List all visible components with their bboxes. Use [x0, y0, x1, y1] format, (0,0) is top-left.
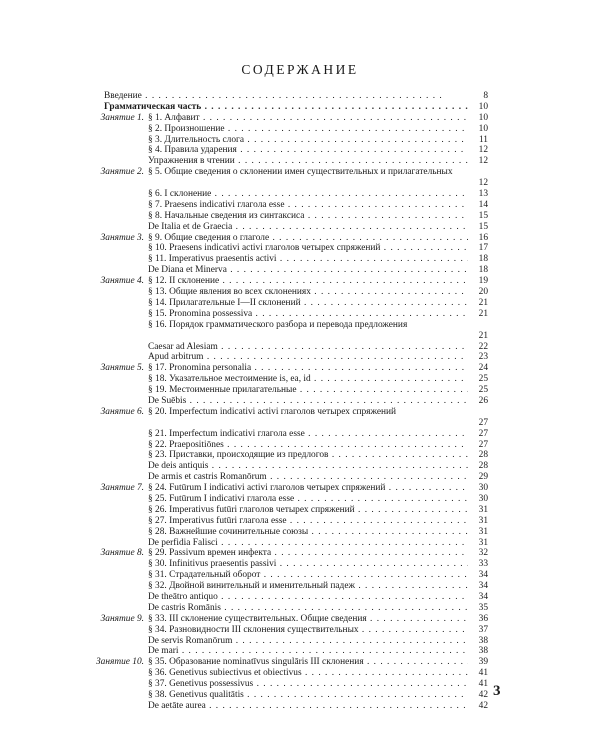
lesson-label: Занятие 3. [100, 232, 144, 243]
toc-entry [96, 679, 488, 690]
toc-entry-page: 38 [478, 635, 488, 646]
toc-entry-title: § 25. Futūrum I indicativi глагола esse . . [148, 494, 468, 505]
toc-entry-page: 30 [478, 493, 488, 504]
toc-entry-page: 31 [478, 515, 488, 526]
toc-entry [96, 450, 488, 461]
toc-entry-title: § 26. Imperativus futūri глаголов четырех спряжений . . [148, 505, 468, 516]
toc-entry-title: § 35. Образование nominatīvus singulāris III склонения . . [148, 657, 468, 668]
toc-entry-page: 21 [478, 297, 488, 308]
toc-entry-title: De aetāte aurea . . [148, 701, 468, 712]
toc-entry-page: 28 [478, 450, 488, 461]
toc-entry-title: § 8. Начальные сведения из синтаксиса . . [148, 211, 468, 222]
toc-entry-page: 27 [478, 439, 488, 450]
toc-entry-title: § 11. Imperativus praesentis activi . . [148, 254, 468, 265]
toc-entry-title: § 29. Passivum времен инфекта . . [148, 548, 468, 559]
toc-entry [96, 276, 488, 287]
toc-entry [96, 538, 488, 549]
toc-entry-page: 31 [478, 537, 488, 548]
toc-entry-page: 11 [478, 134, 488, 145]
toc-entry-title: § 7. Praesens indicativi глагола esse . . [148, 200, 468, 211]
toc-entry [96, 581, 488, 592]
toc-entry-page: 19 [478, 276, 488, 287]
toc-entry [96, 614, 488, 625]
toc-entry-title: § 18. Указательное местоимение is, ea, id . . [148, 374, 468, 385]
toc-entry-page: 24 [478, 363, 488, 374]
toc-entry-title: De armis et castris Romanōrum . . [148, 472, 468, 483]
toc-entry-title: § 38. Genetivus qualitātis . . [148, 690, 468, 701]
toc-entry-title: De Suēbis . . [148, 396, 468, 407]
toc-entry-page: 10 [478, 101, 488, 112]
toc-entry-page: 25 [478, 374, 488, 385]
toc-entry [96, 156, 488, 167]
toc-entry-page: 33 [478, 559, 488, 570]
toc-entry-title: § 37. Genetivus possessivus . . [148, 679, 468, 690]
toc-entry [96, 625, 488, 636]
toc-entry-title: De servis Romanōrum . . [148, 636, 468, 647]
toc-entry [96, 374, 488, 385]
toc-entry [96, 548, 488, 559]
toc-entry-title: De castris Romānis . . [148, 603, 468, 614]
toc-entry-title: § 10. Praesens indicativi activi глаголов четырех спряжений . . [148, 243, 468, 254]
toc-entry [96, 265, 488, 276]
toc-entry-title: § 13. Общие явления во всех склонениях . . [148, 287, 468, 298]
toc-entry [96, 298, 488, 309]
toc-entry-page: 13 [478, 189, 488, 200]
toc-entry [96, 396, 488, 407]
toc-entry [96, 385, 488, 396]
toc-entry [96, 352, 488, 363]
toc-entry [96, 505, 488, 516]
lesson-label: Занятие 10. [96, 657, 145, 668]
toc-entry-title: Caesar ad Alesiam . . [148, 342, 468, 353]
toc-entry [96, 636, 488, 647]
toc-entry-page: 36 [478, 613, 488, 624]
toc-entry-title: § 33. III склонение существительных. Общие сведения . . [148, 614, 468, 625]
toc-entry [96, 363, 488, 374]
toc-entry-title: § 3. Длительность слога . . [148, 135, 468, 146]
toc-entry-page: 32 [478, 548, 488, 559]
page-title: СОДЕРЖАНИЕ [241, 62, 359, 77]
toc-entry-title: § 36. Genetivus subiectivus et obiectivus . . [148, 668, 468, 679]
toc-entry [96, 102, 488, 113]
toc-entry [96, 287, 488, 298]
toc-entry-page: 42 [478, 690, 488, 701]
toc-entry-title: § 9. Общие сведения о глаголе . . [148, 233, 468, 244]
toc-entry-page: 25 [478, 385, 488, 396]
toc-entry [96, 527, 488, 538]
toc-entry [96, 254, 488, 265]
toc-entry [96, 124, 488, 135]
toc-entry-page: 15 [478, 210, 488, 221]
toc-entry-title: § 21. Imperfectum indicativi глагола esse . . [148, 429, 468, 440]
toc-entry-title: § 32. Двойной винительный и именительный падеж . . [148, 581, 468, 592]
toc-entry [96, 440, 488, 451]
toc-entry-page: 8 [483, 90, 488, 101]
toc-entry-page: 39 [478, 657, 488, 668]
toc-entry-title: § 20. Imperfectum indicativi activi глаголов четырех спряжений [148, 406, 397, 417]
lesson-label: Занятие 6. [100, 406, 144, 417]
toc-entry-title: § 15. Pronomina possessiva . . [148, 309, 468, 320]
toc-entry-page: 10 [478, 112, 488, 123]
toc-entry [96, 113, 488, 124]
toc-entry-page: 23 [478, 352, 488, 363]
toc-entry-page: 31 [478, 504, 488, 515]
toc-entry [96, 91, 488, 102]
toc-entry-page: 12 [478, 178, 488, 189]
toc-entry-title: § 31. Страдательный оборот . . [148, 570, 468, 581]
toc-entry [96, 309, 488, 320]
toc-entry [96, 592, 488, 603]
toc-entry-title: Введение . . [104, 91, 468, 102]
toc-entry-page: 35 [478, 602, 488, 613]
toc-entry-page: 28 [478, 461, 488, 472]
lesson-label: Занятие 5. [100, 363, 144, 374]
lesson-label: Занятие 2. [100, 167, 144, 178]
toc-entry-title: § 23. Приставки, происходящие из предлогов . . [148, 450, 468, 461]
toc-entry-title: § 4. Правила ударения . . [148, 145, 468, 156]
toc-entry-title: De deis antiquis . . [148, 461, 468, 472]
toc-entry-page: 34 [478, 570, 488, 581]
toc-entry-title: De perfidia Falisci . . [148, 538, 468, 549]
toc-entry-title: § 19. Местоименные прилагательные . . [148, 385, 468, 396]
toc-entry [96, 342, 488, 353]
lesson-label: Занятие 9. [100, 613, 144, 624]
toc-entry-title: § 14. Прилагательные I—II склонений . . [148, 298, 468, 309]
toc-entry-page: 29 [478, 472, 488, 483]
toc-entry [96, 646, 488, 657]
toc-entry-title: § 6. I склонение . . [148, 189, 468, 200]
toc-entry [96, 461, 488, 472]
toc-entry-title: De Italia et de Graecia . . [148, 222, 468, 233]
toc-entry [96, 472, 488, 483]
toc-entry-title: § 28. Важнейшие сочинительные союзы . . [148, 527, 468, 538]
toc-entry [96, 494, 488, 505]
toc-entry-page: 18 [478, 254, 488, 265]
toc-entry-page: 37 [478, 624, 488, 635]
toc-entry [96, 189, 488, 200]
toc-entry [96, 570, 488, 581]
toc-entry-title: § 2. Произношение . . [148, 124, 468, 135]
toc-entry [96, 483, 488, 494]
toc-entry-page: 10 [478, 123, 488, 134]
toc-entry-page: 21 [478, 330, 488, 341]
toc-entry-page: 17 [478, 243, 488, 254]
toc-entry [96, 559, 488, 570]
toc-entry [96, 222, 488, 233]
toc-entry-page: 14 [478, 199, 488, 210]
toc-entry-title: § 27. Imperativus futūri глагола esse . . [148, 516, 468, 527]
toc-entry [96, 135, 488, 146]
toc-entry-title: § 5. Общие сведения о склонении имен существительных и прилагательных [148, 167, 453, 178]
toc-entry-page: 34 [478, 592, 488, 602]
toc-entry-title: De mari . . [148, 646, 468, 657]
toc-entry-page: 12 [478, 145, 488, 156]
toc-entry-page: 22 [478, 341, 488, 352]
toc-entry-title: § 17. Pronomina personalia . . [148, 363, 468, 374]
toc-entry-title: § 12. II склонение . . [148, 276, 468, 287]
toc-entry [96, 200, 488, 211]
toc-entry-title: § 24. Futūrum I indicativi activi глаголов четырех спряжений . . [148, 483, 468, 494]
toc-entry [96, 516, 488, 527]
toc-entry-page: 26 [478, 395, 488, 406]
toc-entry [96, 320, 488, 342]
toc-entry-title: § 1. Алфавит . . [148, 113, 468, 124]
toc-entry-page: 16 [478, 232, 488, 243]
toc-entry-page: 42 [478, 700, 488, 711]
toc-entry-page: 18 [478, 265, 488, 276]
toc-entry-page: 15 [478, 221, 488, 232]
toc-entry [96, 690, 488, 701]
page-number: 3 [493, 683, 501, 699]
toc-entry-page: 20 [478, 287, 488, 298]
toc-entry [96, 657, 488, 668]
toc-entry-page: 41 [478, 679, 488, 690]
lesson-label: Занятие 4. [100, 276, 144, 287]
toc-entry-title: § 16. Порядок грамматического разбора и перевода предложения [148, 319, 408, 330]
toc-entry [96, 701, 488, 712]
toc-entry-page: 38 [478, 646, 488, 657]
toc-entry [96, 233, 488, 244]
toc-entry-page: 21 [478, 308, 488, 319]
toc-entry-page: 31 [478, 526, 488, 537]
table-of-contents [96, 91, 488, 712]
toc-entry-title: § 34. Разновидности III склонения существительных . . [148, 625, 468, 636]
toc-entry-title: § 30. Infinitivus praesentis passivi . . [148, 559, 468, 570]
toc-entry [96, 668, 488, 679]
toc-entry-title: Грамматическая часть . . [104, 102, 468, 113]
toc-entry-page: 27 [478, 417, 488, 428]
lesson-label: Занятие 8. [100, 548, 144, 559]
toc-entry [96, 603, 488, 614]
toc-entry [96, 407, 488, 429]
toc-entry-title: De theātro antiquo . . [148, 592, 468, 603]
toc-entry [96, 145, 488, 156]
toc-entry-title: § 22. Praepositiōnes . . [148, 440, 468, 451]
toc-entry-title: Упражнения в чтении . . [148, 156, 468, 167]
toc-entry-title: De Diana et Minerva . . [148, 265, 468, 276]
toc-entry-page: 41 [478, 668, 488, 679]
toc-entry-title: Apud arbitrum . . [148, 352, 468, 363]
toc-entry [96, 243, 488, 254]
toc-entry [96, 211, 488, 222]
toc-entry-page: 30 [478, 483, 488, 494]
toc-entry [96, 167, 488, 189]
lesson-label: Занятие 1. [100, 112, 144, 123]
toc-entry-page: 34 [478, 581, 488, 592]
toc-entry [96, 429, 488, 440]
toc-entry-page: 12 [478, 156, 488, 167]
lesson-label: Занятие 7. [100, 483, 144, 494]
toc-entry-page: 27 [478, 428, 488, 439]
